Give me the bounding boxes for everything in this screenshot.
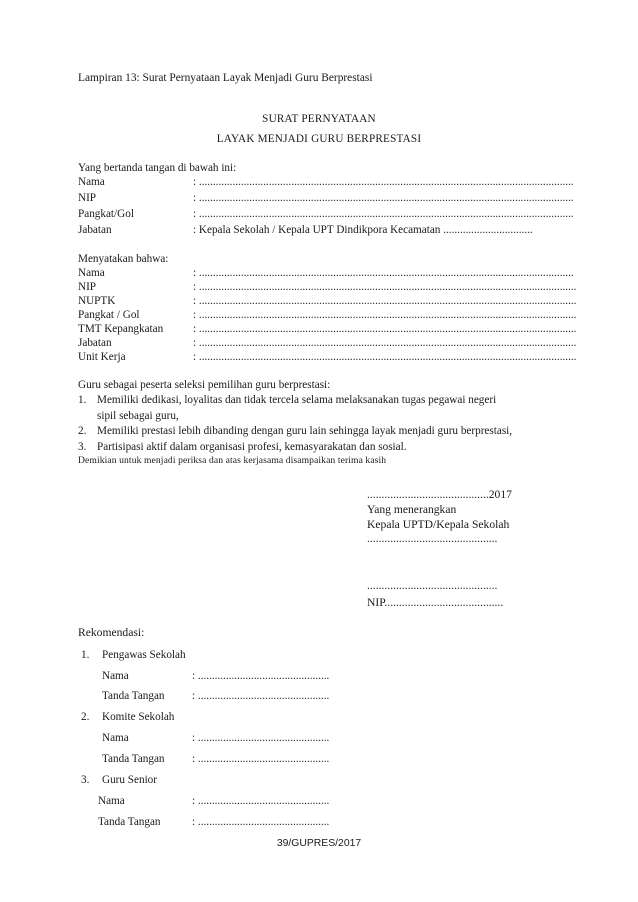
section2-field-jabatan [78, 337, 586, 350]
field-label: Tanda Tangan [98, 816, 161, 828]
group-name: Guru Senior [102, 774, 157, 786]
section1-field-pangkat [78, 208, 586, 221]
statement-item-3 [78, 440, 588, 456]
field-label: TMT Kepangkatan [78, 323, 164, 335]
field-label: Nama [98, 795, 125, 807]
field-value: : ............................................... [192, 690, 330, 702]
field-label: Nama [78, 267, 105, 279]
field-value: : ....................................................................................................................................... [193, 337, 577, 349]
rekomendasi-title: Rekomendasi: [78, 626, 145, 639]
group-name: Pengawas Sekolah [102, 649, 186, 661]
field-label: Nama [102, 670, 129, 682]
statement-item-2 [78, 424, 588, 440]
field-value: : ............................................... [192, 795, 330, 807]
field-value: : ...................................................................................................................................... [193, 267, 574, 279]
field-label: Tanda Tangan [102, 690, 165, 702]
list-number: 1. [78, 394, 87, 406]
field-label: Pangkat/Gol [78, 208, 134, 220]
section2-field-nama [78, 267, 586, 280]
field-value: : Kepala Sekolah / Kepala UPT Dindikpora Kecamatan ................................ [193, 224, 533, 236]
page-footer-code: 39/GUPRES/2017 [276, 838, 362, 849]
field-label: Jabatan [78, 224, 112, 236]
list-text-continued: sipil sebagai guru, [97, 410, 179, 422]
signature-name-line: ............................................. [367, 579, 498, 592]
field-value: : ...................................................................................................................................... [193, 176, 574, 188]
group-number: 1. [81, 649, 90, 661]
field-label: Unit Kerja [78, 351, 126, 363]
section1-intro: Yang bertanda tangan di bawah ini: [78, 162, 237, 174]
field-value: : ....................................................................................................................................... [193, 309, 577, 321]
list-number: 2. [78, 425, 87, 437]
field-value: : ....................................................................................................................................... [193, 351, 577, 363]
section2-field-nuptk [78, 295, 586, 308]
field-label: NIP [78, 192, 97, 204]
statement-item-1 [78, 393, 588, 425]
group-number: 2. [81, 711, 90, 723]
field-label: Nama [78, 176, 105, 188]
closing-statement: Demikian untuk menjadi periksa dan atas kerjasama disampaikan terima kasih [78, 455, 387, 466]
field-value: : ...................................................................................................................................... [193, 208, 574, 220]
field-value: : ...................................................................................................................................... [193, 192, 574, 204]
group-number: 3. [81, 774, 90, 786]
signature-role-1: Yang menerangkan [367, 503, 457, 516]
field-label: NUPTK [78, 295, 116, 307]
group-name: Komite Sekolah [102, 711, 175, 723]
field-label: Jabatan [78, 337, 112, 349]
statement-intro: Guru sebagai peserta seleksi pemilihan guru berprestasi: [78, 379, 331, 391]
field-label: Nama [102, 732, 129, 744]
section1-field-nama [78, 176, 586, 189]
signature-date: ..........................................2017 [367, 488, 512, 501]
list-text: Partisipasi aktif dalam organisasi profesi, kemasyarakatan dan sosial. [97, 441, 407, 453]
signature-nip-line: NIP......................................... [367, 596, 504, 609]
field-value: : ....................................................................................................................................... [193, 323, 577, 335]
list-text: Memiliki dedikasi, loyalitas dan tidak tercela selama melaksanakan tugas pegawai negeri [97, 394, 497, 406]
list-number: 3. [78, 441, 87, 453]
field-value: : ............................................... [192, 753, 330, 765]
section2-field-nip [78, 281, 586, 294]
field-value: : ............................................... [192, 670, 330, 682]
field-value: : ............................................... [192, 816, 330, 828]
field-value: : ....................................................................................................................................... [193, 281, 577, 293]
field-label: Tanda Tangan [102, 753, 165, 765]
section1-field-jabatan [78, 224, 586, 237]
section2-field-pangkat [78, 309, 586, 322]
lampiran-heading: Lampiran 13: Surat Pernyataan Layak Menjadi Guru Berprestasi [78, 72, 373, 84]
field-label: NIP [78, 281, 97, 293]
list-text: Memiliki prestasi lebih dibanding dengan guru lain sehingga layak menjadi guru berprestasi, [97, 425, 513, 437]
section1-field-nip [78, 192, 586, 205]
field-label: Pangkat / Gol [78, 309, 140, 321]
field-value: : ............................................... [192, 732, 330, 744]
document-title-line2: LAYAK MENJADI GURU BERPRESTASI [216, 133, 422, 145]
signature-placeholder: ............................................. [367, 532, 498, 545]
section2-field-tmt [78, 323, 586, 336]
signature-role-2: Kepala UPTD/Kepala Sekolah [367, 518, 510, 531]
section2-intro: Menyatakan bahwa: [78, 253, 169, 265]
field-value: : ....................................................................................................................................... [193, 295, 577, 307]
section2-field-unit-kerja [78, 351, 586, 364]
document-title-line1: SURAT PERNYATAAN [262, 113, 376, 125]
